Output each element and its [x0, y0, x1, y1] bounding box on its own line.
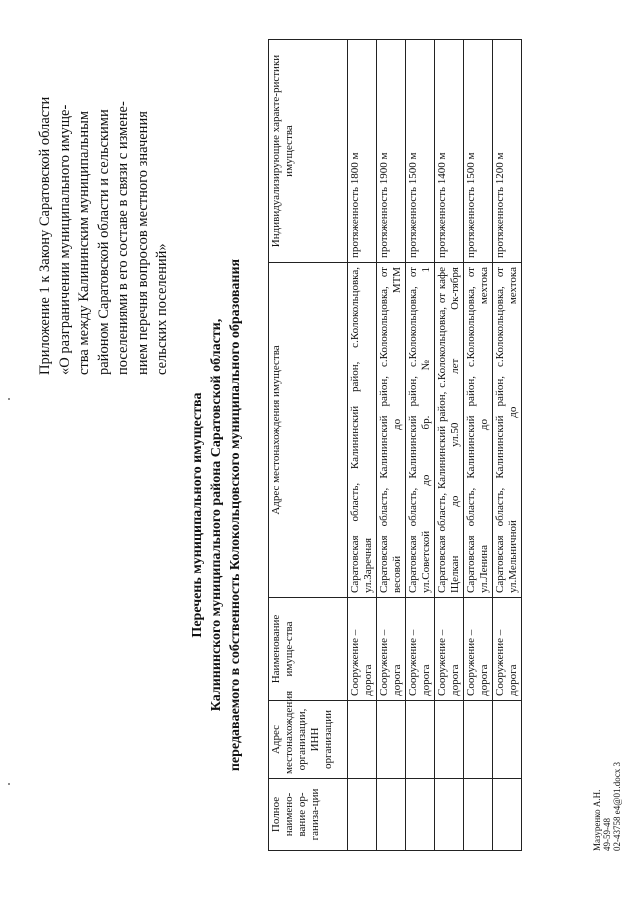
property-table [268, 39, 522, 851]
table-row [435, 40, 464, 851]
scan-speck [8, 398, 10, 400]
footer-file: 02-43758 е4@01.docx 3 [612, 761, 622, 851]
table-header-row [269, 40, 348, 851]
cell-org-address [377, 701, 406, 779]
appendix-line: ства между Калининским муниципальным [76, 110, 92, 375]
header-org-address: Адрес местонахождения организации, ИНН организации [269, 701, 348, 779]
table-row [377, 40, 406, 851]
document-footer [592, 762, 622, 851]
footer-phone: 49-59-48 [602, 818, 612, 851]
appendix-line: поселениями в его составе в связи с измене- [115, 101, 131, 375]
heading-line-2: Калининского муниципального района Саратовской области, [209, 318, 224, 712]
table-row [348, 40, 377, 851]
appendix-note [36, 45, 173, 375]
cell-item-name: Сооружение – дорога [435, 598, 464, 701]
footer-author: Мазуренко А.Н. [592, 789, 602, 851]
header-item-address: Адрес местонахождения имущества [269, 263, 348, 598]
heading-line-3: передаваемого в собственность Колокольцовского муниципального образования [228, 258, 243, 772]
cell-org-address [406, 701, 435, 779]
cell-characteristics: протяженность 1900 м [377, 40, 406, 263]
table-row [493, 40, 522, 851]
header-org-name: Полное наимено-вание ор-ганиза-ции [269, 779, 348, 851]
appendix-line: Приложение 1 к Закону Саратовской области [37, 96, 53, 375]
cell-item-address: Саратовская область, Калининский район, с.Колокольцовка, от ул.Мельничной до мехтока [493, 263, 522, 598]
cell-org-address [348, 701, 377, 779]
heading-line-1: Перечень муниципального имущества [190, 392, 205, 638]
cell-item-address: Саратовская область, Калининский район, с.Колокольцовка, от ул.Ленина до мехтока [464, 263, 493, 598]
cell-characteristics: протяженность 1200 м [493, 40, 522, 263]
table-row [464, 40, 493, 851]
cell-item-address: Саратовская область, Калининский район, с.Колокольцовка, от весовой до МТМ [377, 263, 406, 598]
cell-item-name: Сооружение – дорога [464, 598, 493, 701]
appendix-line: сельских поселений» [154, 243, 170, 375]
cell-item-name: Сооружение – дорога [377, 598, 406, 701]
cell-org-name [493, 779, 522, 851]
document-heading [188, 235, 245, 795]
scan-speck [8, 783, 10, 785]
table-row [406, 40, 435, 851]
header-item-name: Наименование имуще-ства [269, 598, 348, 701]
header-characteristics: Индивидуализирующие характе-ристики имущества [269, 40, 348, 263]
cell-org-address [493, 701, 522, 779]
cell-org-name [464, 779, 493, 851]
cell-characteristics: протяженность 1500 м [464, 40, 493, 263]
appendix-line: «О разграничении муниципального имуще- [56, 104, 73, 375]
cell-item-name: Сооружение – дорога [406, 598, 435, 701]
cell-item-address: Саратовская область, Калининский район, с.Колокольцовка, от кафе Щелкан до ул.50 лет Ок-тября [435, 263, 464, 598]
cell-item-address: Саратовская область, Калининский район, с.Колокольцовка, от ул.Советской до бр. № 1 [406, 263, 435, 598]
cell-org-name [377, 779, 406, 851]
cell-characteristics: протяженность 1500 м [406, 40, 435, 263]
cell-characteristics: протяженность 1400 м [435, 40, 464, 263]
cell-org-address [435, 701, 464, 779]
cell-item-name: Сооружение – дорога [493, 598, 522, 701]
cell-item-name: Сооружение – дорога [348, 598, 377, 701]
cell-org-name [435, 779, 464, 851]
appendix-line: районом Саратовской области и сельскими [95, 109, 112, 375]
cell-org-name [348, 779, 377, 851]
cell-item-address: Саратовская область, Калининский район, с.Колокольцовка, ул.Заречная [348, 263, 377, 598]
appendix-line: нием перечня вопросов местного значения [134, 111, 151, 375]
cell-characteristics: протяженность 1800 м [348, 40, 377, 263]
cell-org-address [464, 701, 493, 779]
cell-org-name [406, 779, 435, 851]
